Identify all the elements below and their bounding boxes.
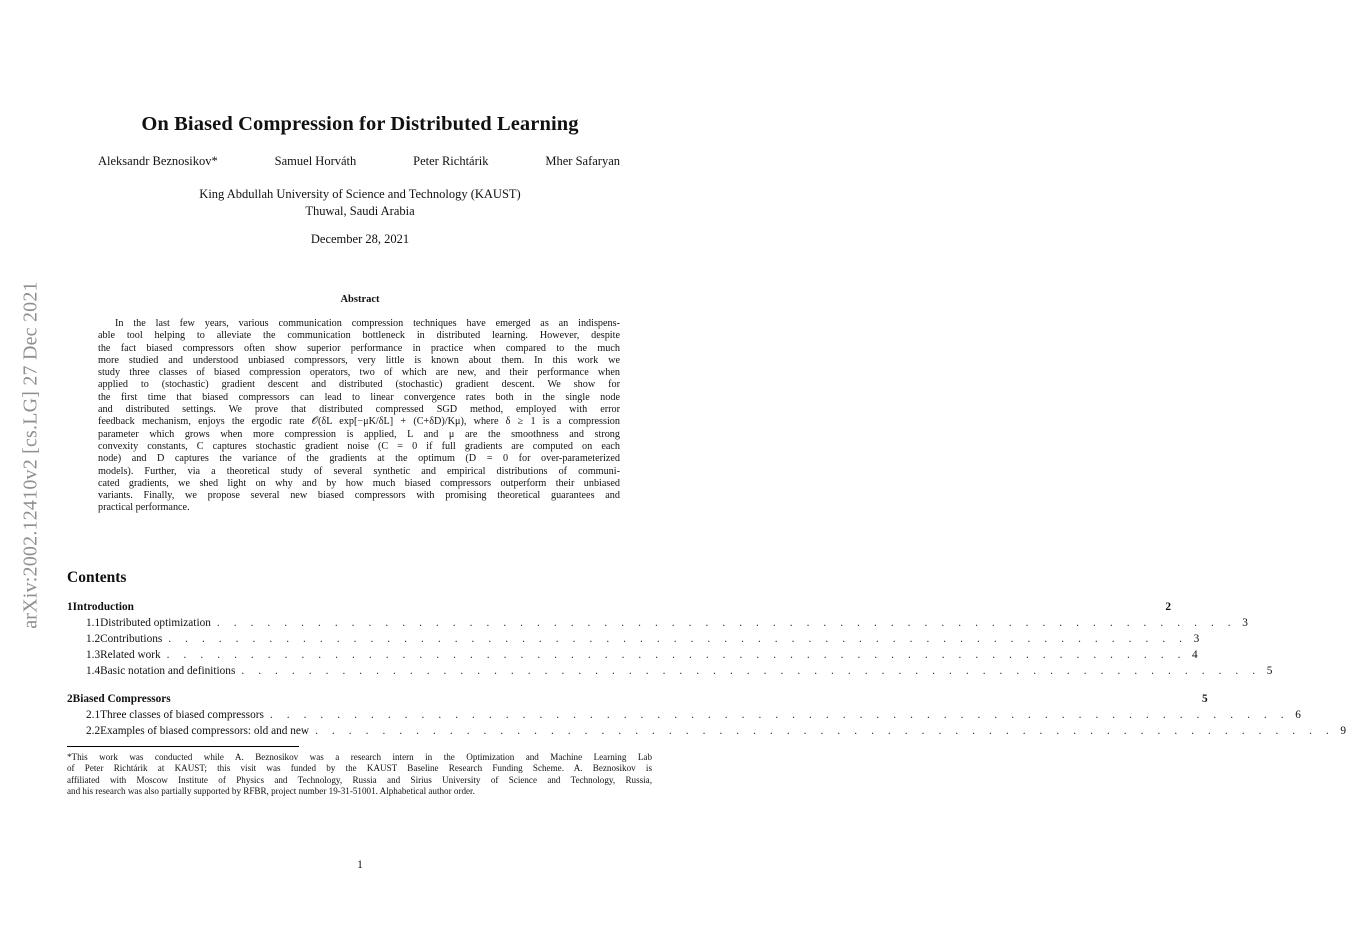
toc-label: Basic notation and definitions (100, 665, 236, 677)
toc-entry-basic-notation[interactable] (67, 665, 1273, 681)
toc-label: Examples of biased compressors: old and new (100, 725, 310, 737)
toc-number: 2.2 (86, 725, 101, 737)
toc-entry-related-work[interactable] (67, 649, 1198, 665)
footnote-rule (67, 746, 299, 747)
abstract-line: the first time that biased compressors can lead to linear convergence rates both in the single node (98, 391, 620, 403)
toc-entry-distributed-optimization[interactable] (67, 617, 1248, 633)
toc-number: 2 (67, 693, 73, 705)
toc-label: Biased Compressors (72, 693, 171, 705)
toc-number: 1.3 (86, 649, 101, 661)
abstract-body (98, 318, 620, 515)
toc-entry-three-classes[interactable] (67, 709, 1301, 725)
abstract-line: variants. Finally, we propose several new biased compressors with promising theoretical guarantees and (98, 490, 620, 502)
abstract-heading: Abstract (340, 294, 380, 305)
toc-page: 9 (1340, 725, 1346, 737)
toc-label: Distributed optimization (100, 617, 211, 629)
footnote-line: affiliated with Moscow Institute of Physics and Technology, Russia and Sirius University of Science and Technology, Russia, (67, 774, 652, 785)
abstract-line: models). Further, via a theoretical study of several synthetic and empirical distributions of communi- (98, 465, 620, 477)
paper-date: December 28, 2021 (310, 232, 410, 246)
toc-entry-introduction[interactable] (67, 601, 1171, 617)
toc-number: 1.1 (86, 617, 101, 629)
arxiv-identifier-stamp: arXiv:2002.12410v2 [cs.LG] 27 Dec 2021 (19, 281, 42, 629)
contents-heading: Contents (67, 569, 127, 586)
author-name: Peter Richtárik (413, 154, 489, 168)
author-name: Mher Safaryan (545, 154, 620, 168)
abstract-line: applied to (stochastic) gradient descent and distributed (stochastic) gradient descent. We show for (98, 379, 620, 391)
toc-label: Contributions (100, 633, 163, 645)
toc-label: Related work (100, 649, 161, 661)
author-list (98, 154, 620, 169)
toc-page: 5 (1202, 693, 1208, 705)
author-name: Aleksandr Beznosikov* (98, 154, 218, 168)
toc-number: 1.4 (86, 665, 101, 677)
footnote-line: of Peter Richtárik at KAUST; this visit was funded by the KAUST Baseline Research Funding Scheme. A. Beznosikov is (67, 763, 652, 774)
toc-entry-biased-compressors[interactable] (67, 693, 1208, 709)
toc-page: 2 (1165, 601, 1171, 613)
abstract-line: node) and D captures the variance of the gradients at the optimum (D = 0 for over-parameterized (98, 453, 620, 465)
toc-page: 5 (1266, 665, 1273, 677)
toc-label: Introduction (72, 601, 134, 613)
abstract-line: study three classes of biased compression operators, two of which are new, and their performance when (98, 367, 620, 379)
toc-number: 2.1 (86, 709, 101, 721)
affiliation-institution: King Abdullah University of Science and Technology (KAUST) (199, 187, 521, 201)
toc-page: 4 (1192, 649, 1198, 661)
abstract-line: able tool helping to alleviate the communication bottleneck in distributed learning. However, despite (98, 330, 620, 342)
affiliation-location: Thuwal, Saudi Arabia (305, 204, 415, 218)
abstract-line: parameter which grows when more compression is applied, L and μ are the smoothness and strong (98, 428, 620, 440)
abstract-line: and distributed settings. We prove that distributed compressed SGD method, employed with error (98, 404, 620, 416)
toc-label: Three classes of biased compressors (100, 709, 264, 721)
footnote-line: *This work was conducted while A. Beznosikov was a research intern in the Optimization and Machine Learning Lab (67, 752, 652, 762)
toc-entry-contributions[interactable] (67, 633, 1200, 649)
footnote (67, 752, 652, 798)
toc-number: 1.2 (86, 633, 101, 645)
abstract-line: convexity constants, C captures stochastic gradient noise (C = 0 if full gradients are computed on each (98, 440, 620, 452)
abstract-line: cated gradients, we shed light on why and by how much biased compressors outperform their unbiased (98, 477, 620, 489)
toc-leader-dots: . . . . . . . . . . . . . . . . . . . . . . . . . . . . . . . . . . . . . . . . . . . . . . . . . . . . . . . . . . . . . (315, 725, 1335, 737)
abstract-line: the fact biased compressors often show superior performance in practice when compared to the much (98, 342, 620, 354)
affiliation (0, 186, 720, 220)
abstract-line: practical performance. (98, 502, 190, 514)
toc-page: 3 (1242, 617, 1248, 629)
toc-page: 6 (1295, 709, 1301, 721)
toc-leader-dots: . . . . . . . . . . . . . . . . . . . . . . . . . . . . . . . . . . . . . . . . . . . . . . . . . . . . . . . . . . . . . (166, 649, 1187, 661)
toc-leader-dots: . . . . . . . . . . . . . . . . . . . . . . . . . . . . . . . . . . . . . . . . . . . . . . . . . . . . . . . . . . . . . (269, 709, 1290, 721)
abstract-line-with-rate-formula: feedback mechanism, enjoys the ergodic rate 𝒪(δL exp[−μK/δL] + (C+δD)/Kμ), where δ ≥ 1 is a compression (98, 416, 620, 428)
page-number: 1 (357, 859, 363, 871)
toc-page: 3 (1193, 633, 1200, 645)
paper-title: On Biased Compression for Distributed Learning (141, 113, 579, 135)
footnote-line: and his research was also partially supported by RFBR, project number 19-31-51001. Alphabetical author order. (67, 786, 475, 797)
toc-leader-dots: . . . . . . . . . . . . . . . . . . . . . . . . . . . . . . . . . . . . . . . . . . . . . . . . . . . . . . . . . . . . . (216, 617, 1237, 629)
toc-entry-examples[interactable] (67, 725, 1346, 741)
author-name: Samuel Horváth (274, 154, 357, 168)
abstract-line: In the last few years, various communication compression techniques have emerged as an indispens- (115, 318, 620, 329)
toc-number: 1 (67, 601, 73, 613)
abstract-line: more studied and understood unbiased compressors, very little is known about them. In this work we (98, 354, 620, 366)
toc-leader-dots: . . . . . . . . . . . . . . . . . . . . . . . . . . . . . . . . . . . . . . . . . . . . . . . . . . . . . . . . . . . . . (168, 633, 1188, 645)
toc-leader-dots: . . . . . . . . . . . . . . . . . . . . . . . . . . . . . . . . . . . . . . . . . . . . . . . . . . . . . . . . . . . . . (241, 665, 1261, 677)
